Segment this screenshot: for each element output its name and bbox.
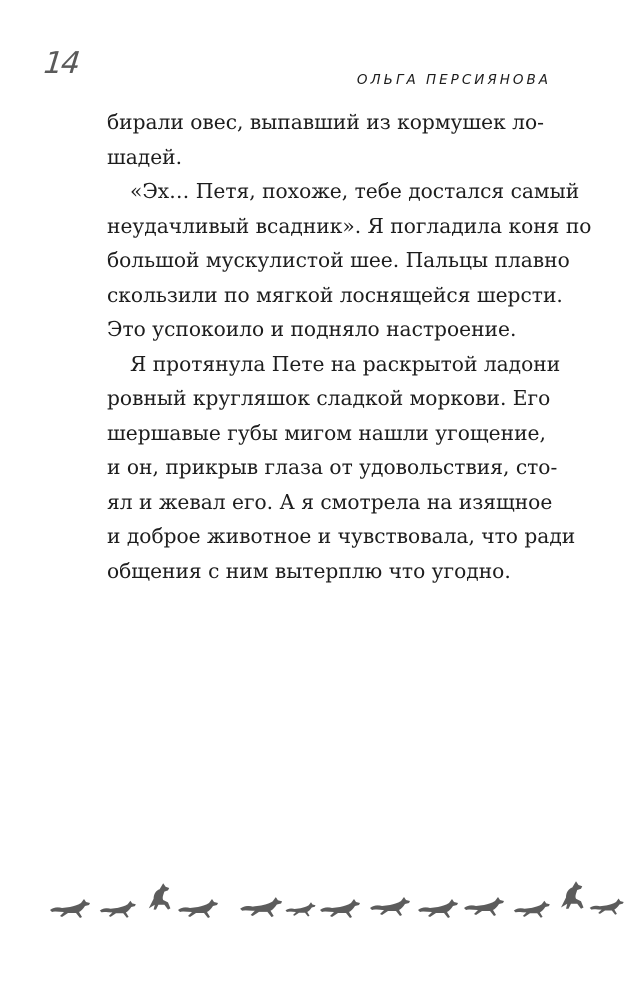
text-line: общения с ним вытерплю что угодно. [107, 558, 511, 583]
horse-shape [590, 899, 624, 915]
text-line: скользили по мягкой лоснящейся шерсти. [107, 282, 563, 307]
horse-shape [50, 899, 90, 918]
horse-silhouette [100, 901, 136, 918]
text-line: шершавые губы мигом нашли угощение, [107, 420, 546, 445]
horse-silhouette [50, 899, 90, 918]
running-horses-border [48, 874, 625, 934]
horse-shape [418, 899, 458, 918]
horses-svg [48, 874, 625, 934]
horse-shape [100, 901, 136, 918]
horse-silhouette [561, 881, 584, 909]
horse-silhouette [149, 883, 171, 909]
horse-silhouette [590, 899, 624, 915]
horse-silhouette [286, 902, 316, 916]
horse-shape [370, 897, 410, 916]
horse-silhouette [370, 897, 410, 916]
paragraph [107, 174, 592, 347]
text-line: «Эх… Петя, похоже, тебе достался самый [130, 179, 580, 203]
horse-silhouette [178, 899, 218, 918]
horse-silhouette [464, 897, 504, 916]
text-line: и доброе животное и чувствовала, что ради [107, 524, 576, 548]
horse-shape [178, 899, 218, 918]
horse-silhouette [514, 901, 550, 918]
horse-shape [514, 901, 550, 918]
horse-silhouette [418, 899, 458, 918]
text-line: неудачливый всадник». Я погладила коня по [107, 213, 592, 238]
horse-shape [286, 902, 316, 916]
horse-shape [561, 881, 584, 909]
text-line: ял и жевал его. А я смотрела на изящное [107, 489, 553, 514]
running-head-author: ОЛЬГА ПЕРСИЯНОВА [356, 72, 551, 88]
horse-shape [240, 897, 282, 917]
horse-shape [464, 897, 504, 916]
text-line: шадей. [107, 144, 183, 169]
text-line: ровный кругляшок сладкой моркови. Его [107, 386, 551, 410]
horse-shape [320, 899, 360, 918]
horse-silhouette [320, 899, 360, 918]
text-line: Я протянула Пете на раскрытой ладони [130, 351, 561, 376]
text-line: и он, прикрыв глаза от удовольствия, сто- [107, 455, 558, 479]
text-line: Это успокоило и подняло настроение. [107, 317, 517, 341]
paragraph [107, 347, 576, 589]
text-line: большой мускулистой шее. Пальцы плавно [107, 248, 570, 272]
text-line: бирали овес, выпавший из кормушек ло- [107, 110, 544, 134]
page-number: 14 [42, 46, 81, 81]
horse-silhouette [240, 897, 282, 917]
horse-shape [149, 883, 171, 909]
body-text [107, 105, 592, 588]
paragraph [107, 105, 542, 174]
